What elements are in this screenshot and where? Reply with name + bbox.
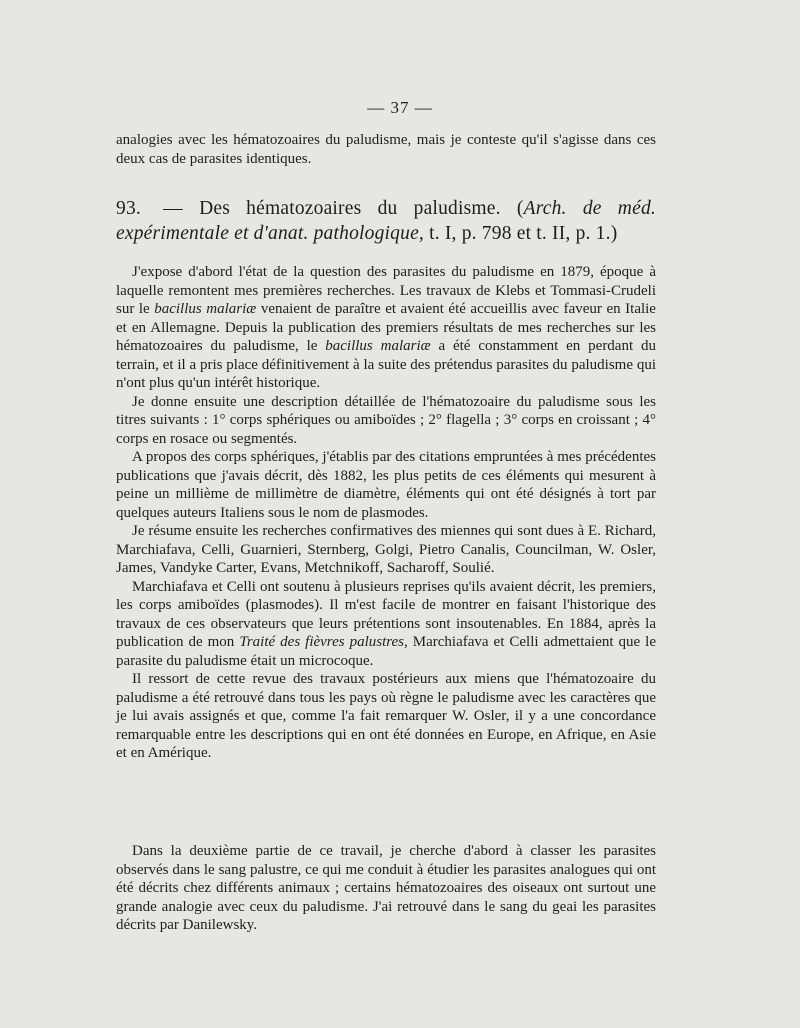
paragraph-7: Dans la deuxième partie de ce travail, je cherche d'abord à classer les parasites observés dans le sang palustre, ce qui me conduit à étudier les parasites analogues qui ont été décrits chez différents animaux ; certains hématozoaires des oiseaux ont surtout une grande analogie avec ceux du paludisme. J'ai retrouvé dans le sang du geai les parasites décrits par Danilewsky.: [116, 843, 656, 933]
paragraph-5-part-a: Marchiafava et Celli ont soutenu à plusieurs reprises qu'ils avaient décrit, les premiers, les corps amiboïdes (plasmodes). Il m'est facile de montrer en faisant l'historique des travaux de ces observateurs que leurs prétentions sont insoutenables. En 1884, après la publication de mon: [116, 578, 656, 650]
paragraph-5-part-b: , Marchiafava et Celli admettaient que le parasite du paludisme était un microcoque.: [116, 634, 656, 669]
paragraph-1-part-c: a été constamment en perdant du terrain, et il a pris place définitivement à la suite des prétendus parasites du paludisme qui n'ont plus qu'un intérêt historique.: [116, 338, 656, 391]
intro-paragraph: analogies avec les hématozoaires du paludisme, mais je conteste qu'il s'agisse dans ces deux cas de parasites identiques.: [116, 132, 656, 167]
paragraph-5: [116, 578, 656, 671]
paragraph-4: Je résume ensuite les recherches confirmatives des miennes qui sont dues à E. Richard, Marchiafava, Celli, Guarnieri, Sternberg, Golgi, Pietro Canalis, Councilman, W. Osler, James, Vandyke Carter, Evans, Metchnikoff, Sacharoff, Soulié.: [116, 523, 656, 576]
paragraph-3: A propos des corps sphériques, j'établis par des citations empruntées à mes précédentes publications que j'avais décrit, dès 1882, les plus petits de ces éléments qui mesurent à peine un millième de millimètre de diamètre, éléments qui ont été désignés à tort par quelques auteurs Italiens sous le nom de plasmodes.: [116, 449, 656, 521]
paragraph-6: Il ressort de cette revue des travaux postérieurs aux miens que l'hématozoaire du paludisme a été retrouvé dans tous les pays où règne le paludisme avec les caractères que je lui avais assignés et que, comme l'a fait remarquer W. Osler, il y a une concordance remarquable entre les descriptions qui en ont été données en Europe, en Afrique, en Asie et en Amérique.: [116, 671, 656, 761]
paragraph-5-italic: Traité des fièvres palustres: [239, 634, 405, 650]
paragraph-2: Je donne ensuite une description détaillée de l'hématozoaire du paludisme sous les titres suivants : 1° corps sphériques ou amiboïdes ; 2° flagella ; 3° corps en croissant ; 4° corps en rosace ou segmentés.: [116, 393, 656, 447]
paragraph-1-part-a: J'expose d'abord l'état de la question des parasites du paludisme en 1879, époque à laquelle remontent mes premières recherches. Les travaux de Klebs et Tommasi-Crudeli sur le: [116, 264, 656, 317]
body-text-part-2: [116, 842, 656, 935]
intro-paragraph-block: [116, 131, 656, 168]
paragraph-1: [116, 263, 656, 393]
open-paren: (: [516, 198, 524, 219]
paragraph-1-part-b: venaient de paraître et avaient été accueillis avec faveur en Italie et en Allemagne. Depuis la publication des premiers résultats de mes recherches sur les hématozoaires du paludisme, le: [116, 301, 656, 354]
section-heading: [116, 196, 656, 246]
volume-reference: t. I, p. 798 et t. II, p. 1.): [429, 223, 618, 244]
page-number: — 37 —: [367, 98, 433, 117]
body-text: [116, 263, 656, 763]
section-number: 93.: [116, 198, 141, 219]
section-title: Des hématozoaires du paludisme.: [199, 198, 501, 219]
section-dash: —: [163, 198, 183, 219]
paragraph-1-italic-1: bacillus malariæ: [154, 301, 257, 317]
paragraph-1-italic-2: bacillus malariæ: [325, 338, 431, 354]
journal-title: Arch. de méd. expérimentale et d'anat. pathologique,: [116, 198, 656, 244]
